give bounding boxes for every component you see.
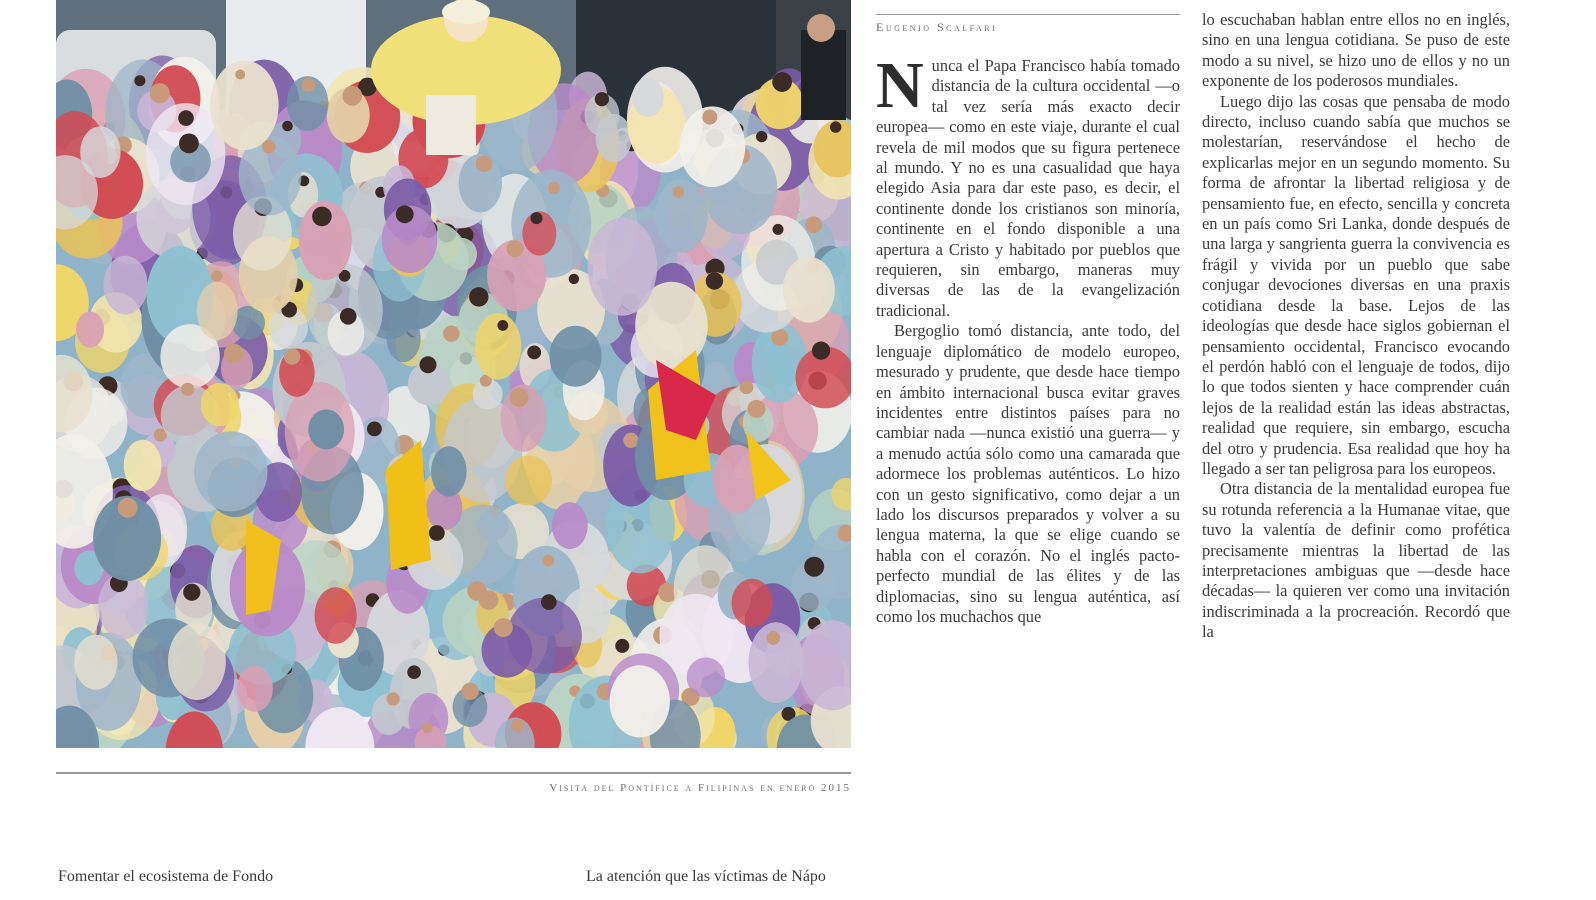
- crowd-figure: [194, 431, 267, 511]
- crowd-head: [767, 631, 781, 645]
- crowd-head: [615, 639, 629, 653]
- crowd-head: [302, 78, 316, 92]
- crowd-head: [527, 346, 541, 360]
- crowd-figure: [201, 383, 239, 426]
- crowd-head: [569, 274, 579, 284]
- crowd-figure: [552, 502, 588, 549]
- crowd-head: [756, 131, 767, 142]
- crowd-head: [420, 356, 437, 373]
- crowd-head: [422, 723, 432, 733]
- crowd-photo-illustration: [56, 0, 851, 748]
- crowd-head: [706, 272, 723, 289]
- crowd-figure: [76, 311, 104, 347]
- crowd-head: [178, 110, 194, 126]
- photo-caption: Visita del Pontífice a Filipinas en enero 2015: [549, 782, 851, 794]
- crowd-head: [479, 590, 499, 610]
- crowd-head: [183, 584, 200, 601]
- crowd-head: [224, 344, 244, 364]
- crowd-figure: [505, 456, 552, 506]
- crowd-head: [830, 121, 841, 132]
- crowd-head: [542, 555, 554, 567]
- crowd-head: [181, 383, 194, 396]
- crowd-head: [747, 400, 765, 418]
- crowd-figure: [550, 326, 602, 387]
- crowd-figure: [237, 666, 273, 712]
- crowd-head: [541, 594, 557, 610]
- crowd-head: [340, 308, 357, 325]
- crowd-head: [235, 70, 245, 80]
- crowd-head: [772, 72, 792, 92]
- crowd-figure: [610, 665, 670, 737]
- crowd-head: [476, 155, 493, 172]
- crowd-head: [461, 683, 478, 700]
- bottom-left-text: Fomentar el ecosistema de Fondo: [58, 868, 274, 885]
- crowd-figure: [783, 257, 835, 323]
- paragraph: Otra distancia de la mentalidad europea fue su rotunda referencia a la Humanae vitae, que tuvo la valentía de definir como profética precisamente mientras la libertad de las interpretaciones ambiguas que —desde hace décadas— la quieren ver como una invitación indiscriminada a la procreación. Recordó que la: [1202, 479, 1510, 642]
- crowd-figure: [431, 446, 467, 496]
- paragraph: Bergoglio tomó distancia, ante todo, del lenguaje diplomático de modelo europeo, mesurado y prudente, que desde hace tiempo en ámbito internacional busca evitar graves incidentes entre distintos países para no cambiar nada —nunca existió una guerra— y a menudo actúa sólo como una camarada que adormece los problemas auténticos. Lo hizo con un gesto significativo, como dejar a un lado los discursos preparados y volver a su lengua materna, la que se elige cuando se habla con el corazón. No el inglés pacto-perfecto mundial de las élites y de las diplomacias, sino su lengua auténtica, así como los muchachos que: [876, 321, 1180, 626]
- crowd-head: [497, 320, 508, 331]
- photo-rule: [56, 772, 851, 774]
- crowd-figure: [80, 126, 120, 178]
- crowd-figure: [387, 315, 421, 362]
- crowd-head: [367, 422, 382, 437]
- crowd-head: [494, 618, 513, 637]
- drop-cap: N: [876, 49, 924, 122]
- crowd-head: [211, 270, 223, 282]
- crowd-head: [673, 186, 685, 198]
- crowd-head: [342, 86, 362, 106]
- paragraph: [876, 49, 1180, 321]
- crowd-head: [312, 207, 332, 227]
- crowd-head: [812, 342, 830, 360]
- crowd-figure: [588, 218, 658, 316]
- paragraph: Luego dijo las cosas que pensaba de modo directo, incluso cuando sabía que muchos se molestarían, reservándose el hecho de explicarlas mejor en un segundo momento. Su forma de afrontar la libertad religiosa y de pensamiento fue, en efecto, sencilla y concreta en un país como Sri Lanka, donde después de una larga y sangrienta guerra la convivencia es frágil y vivida por un pueblo que sabe conjugar devociones diversas en una praxis cotidiana desde la base. Lejos de las ideologías que desde hace siglos gobiernan el pensamiento occidental, Francisco evocando el perdón habló con el lenguaje de todos, dijo lo que todos sienten y hace comprender cuán lejos de la realidad están las ideas abstractas, realidad que requiere, sin embargo, escucha del otro y prudencia. Esa realidad que hoy ha llegado a ser tan peligrosa para los europeos.: [1202, 91, 1510, 478]
- crowd-head: [510, 388, 529, 407]
- crowd-head: [511, 719, 524, 732]
- crowd-figure: [632, 78, 663, 117]
- crowd-head: [548, 182, 560, 194]
- crowd-figure: [197, 282, 238, 340]
- crowd-head: [595, 92, 609, 106]
- crowd-head: [804, 557, 824, 577]
- crowd-head: [805, 216, 822, 233]
- column-2-body: [1202, 10, 1510, 643]
- crowd-head: [387, 692, 400, 705]
- byline-rule: [876, 14, 1180, 15]
- crowd-head: [282, 121, 293, 132]
- crowd-head: [740, 381, 754, 395]
- crowd-head: [134, 75, 145, 86]
- crowd-figure: [74, 635, 117, 690]
- crowd-head: [118, 498, 138, 518]
- paragraph: lo escuchaban hablan entre ellos no en inglés, sino en una lengua cotidiana. Se puso de este modo a su nivel, se hizo uno de ellos y no un exponente de los poderosos mundiales.: [1202, 10, 1510, 91]
- crowd-head: [407, 665, 421, 679]
- crowd-head: [531, 212, 543, 224]
- crowd-figure: [732, 579, 773, 627]
- crowd-head: [773, 224, 784, 235]
- crowd-head: [150, 83, 170, 103]
- crowd-figure: [315, 587, 357, 644]
- crowd-head: [469, 287, 488, 306]
- crowd-photo: [56, 0, 851, 748]
- crowd-head: [443, 326, 459, 342]
- crowd-head: [179, 134, 199, 154]
- crowd-figure: [168, 623, 226, 700]
- crowd-figure: [104, 256, 148, 315]
- crowd-figure: [308, 409, 344, 449]
- byline: Eugenio Scalfari: [876, 20, 998, 34]
- column-1-body: [876, 49, 1180, 627]
- crowd-head: [506, 240, 523, 257]
- crowd-head: [284, 348, 300, 364]
- crowd-head: [396, 205, 414, 223]
- crowd-head: [702, 110, 717, 125]
- crowd-head: [429, 525, 445, 541]
- crowd-figure: [124, 440, 162, 491]
- bottom-middle-text: La atención que las víctimas de Nápo: [586, 868, 826, 885]
- paragraph-text: unca el Papa Francisco había tomado distancia de la cultura occidental —o tal vez sería más exacto decir europea— como en este viaje, durante el cual revela de mil modos que su figura pertenece al mundo. Y no es una casualidad que haya elegido Asia para dar este paso, es decir, el continente donde los cristianos son minoría, continente en el fondo disponible a una apertura a Cristo y habitado por pueblos que requieren, sin embargo, maneras muy diversas de las de la evangelización tradicional.: [876, 56, 1180, 320]
- crowd-figure: [687, 657, 725, 697]
